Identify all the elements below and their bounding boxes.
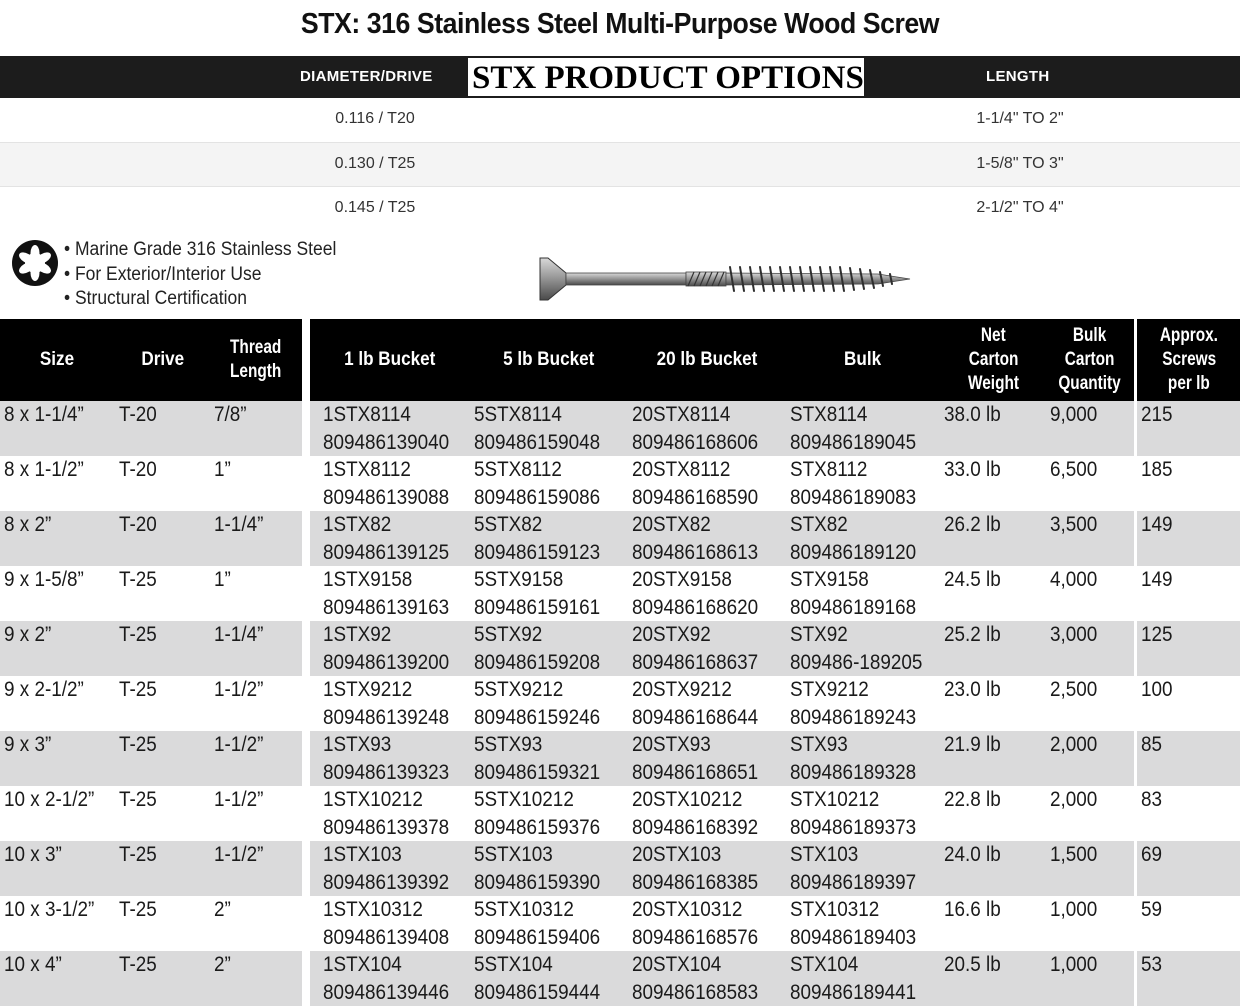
bucket-20lb-cell: 20STX103 809486168385	[628, 841, 786, 896]
size-cell: 10 x 3”	[0, 841, 115, 896]
option-diameter: 0.145 / T25	[334, 199, 416, 216]
col-header-5lb-bucket: 5 lb Bucket	[470, 319, 628, 401]
feature-item: • Marine Grade 316 Stainless Steel	[64, 239, 337, 260]
table-row	[0, 676, 1240, 731]
net-weight-cell: 26.2 lb	[940, 511, 1046, 566]
bucket-5lb-cell: 5STX9212 809486159246	[470, 676, 628, 731]
col-header-size: Size	[0, 319, 115, 401]
bulk-quantity-cell: 6,500	[1046, 456, 1134, 511]
screws-per-lb-cell: 125	[1137, 621, 1240, 676]
length-header: LENGTH	[986, 68, 1050, 85]
bucket-1lb-cell: 1STX9212 809486139248	[310, 676, 470, 731]
net-weight-cell: 16.6 lb	[940, 896, 1046, 951]
bucket-20lb-cell: 20STX10312 809486168576	[628, 896, 786, 951]
diameter-drive-header: DIAMETER/DRIVE	[300, 68, 433, 85]
size-cell: 8 x 2”	[0, 511, 115, 566]
bulk-quantity-cell: 1,000	[1046, 896, 1134, 951]
table-row	[0, 786, 1240, 841]
bulk-cell: STX103 809486189397	[786, 841, 940, 896]
table-row	[0, 511, 1240, 566]
column-gap	[302, 621, 310, 676]
drive-cell: T-25	[115, 566, 210, 621]
bulk-quantity-cell: 3,000	[1046, 621, 1134, 676]
drive-cell: T-25	[115, 676, 210, 731]
product-options-label: STX PRODUCT OPTIONS	[468, 58, 864, 96]
net-weight-cell: 24.5 lb	[940, 566, 1046, 621]
bulk-cell: STX9158 809486189168	[786, 566, 940, 621]
drive-cell: T-25	[115, 896, 210, 951]
screws-per-lb-cell: 215	[1137, 401, 1240, 456]
col-header-bulk: Bulk	[786, 319, 940, 401]
bucket-5lb-cell: 5STX103 809486159390	[470, 841, 628, 896]
drive-cell: T-25	[115, 841, 210, 896]
col-header-thread-length: Thread Length	[210, 319, 302, 401]
bucket-5lb-cell: 5STX10212 809486159376	[470, 786, 628, 841]
drive-cell: T-25	[115, 731, 210, 786]
bucket-1lb-cell: 1STX93 809486139323	[310, 731, 470, 786]
table-row	[0, 896, 1240, 951]
column-gap	[302, 786, 310, 841]
screws-per-lb-cell: 149	[1137, 511, 1240, 566]
bulk-quantity-cell: 2,500	[1046, 676, 1134, 731]
col-header-approx-screws-per-lb: Approx. Screws per lb	[1137, 319, 1240, 401]
bucket-1lb-cell: 1STX10212 809486139378	[310, 786, 470, 841]
option-diameter: 0.116 / T20	[335, 110, 415, 127]
net-weight-cell: 22.8 lb	[940, 786, 1046, 841]
bulk-cell: STX92 809486-189205	[786, 621, 940, 676]
option-length: 1-1/4" TO 2"	[976, 110, 1064, 127]
bucket-1lb-cell: 1STX9158 809486139163	[310, 566, 470, 621]
column-gap	[302, 896, 310, 951]
options-header	[0, 56, 1240, 98]
thread-length-cell: 1-1/2”	[210, 676, 302, 731]
drive-cell: T-25	[115, 621, 210, 676]
bucket-5lb-cell: 5STX10312 809486159406	[470, 896, 628, 951]
thread-length-cell: 1”	[210, 456, 302, 511]
column-gap	[302, 951, 310, 1006]
bucket-5lb-cell: 5STX92 809486159208	[470, 621, 628, 676]
bulk-cell: STX10312 809486189403	[786, 896, 940, 951]
bucket-20lb-cell: 20STX104 809486168583	[628, 951, 786, 1006]
drive-cell: T-20	[115, 456, 210, 511]
size-cell: 9 x 2”	[0, 621, 115, 676]
screws-per-lb-cell: 149	[1137, 566, 1240, 621]
screws-per-lb-cell: 69	[1137, 841, 1240, 896]
size-cell: 9 x 1-5/8”	[0, 566, 115, 621]
bucket-1lb-cell: 1STX82 809486139125	[310, 511, 470, 566]
column-gap	[302, 676, 310, 731]
screws-per-lb-cell: 100	[1137, 676, 1240, 731]
table-row	[0, 566, 1240, 621]
column-gap	[302, 841, 310, 896]
col-header-bulk-carton-quantity: Bulk Carton Quantity	[1046, 319, 1134, 401]
size-cell: 9 x 2-1/2”	[0, 676, 115, 731]
options-row	[0, 143, 1240, 187]
table-row	[0, 401, 1240, 456]
bucket-5lb-cell: 5STX82 809486159123	[470, 511, 628, 566]
col-header-20lb-bucket: 20 lb Bucket	[628, 319, 786, 401]
drive-cell: T-25	[115, 786, 210, 841]
bulk-quantity-cell: 2,000	[1046, 731, 1134, 786]
thread-length-cell: 2”	[210, 951, 302, 1006]
drive-cell: T-25	[115, 951, 210, 1006]
size-cell: 8 x 1-1/4”	[0, 401, 115, 456]
bucket-20lb-cell: 20STX92 809486168637	[628, 621, 786, 676]
bulk-quantity-cell: 1,500	[1046, 841, 1134, 896]
column-gap	[302, 456, 310, 511]
table-row	[0, 951, 1240, 1006]
col-header-drive: Drive	[115, 319, 210, 401]
table-row	[0, 841, 1240, 896]
thread-length-cell: 1-1/4”	[210, 621, 302, 676]
column-gap	[302, 566, 310, 621]
screws-per-lb-cell: 185	[1137, 456, 1240, 511]
thread-length-cell: 1-1/2”	[210, 786, 302, 841]
page-title: STX: 316 Stainless Steel Multi-Purpose Wood Screw	[300, 8, 940, 40]
bucket-20lb-cell: 20STX8114 809486168606	[628, 401, 786, 456]
size-cell: 8 x 1-1/2”	[0, 456, 115, 511]
net-weight-cell: 23.0 lb	[940, 676, 1046, 731]
bucket-5lb-cell: 5STX104 809486159444	[470, 951, 628, 1006]
bucket-1lb-cell: 1STX8114 809486139040	[310, 401, 470, 456]
size-cell: 10 x 2-1/2”	[0, 786, 115, 841]
bucket-5lb-cell: 5STX8112 809486159086	[470, 456, 628, 511]
screws-per-lb-cell: 83	[1137, 786, 1240, 841]
screws-per-lb-cell: 59	[1137, 896, 1240, 951]
bulk-cell: STX9212 809486189243	[786, 676, 940, 731]
options-row	[0, 98, 1240, 142]
column-gap	[302, 731, 310, 786]
bulk-cell: STX93 809486189328	[786, 731, 940, 786]
bulk-quantity-cell: 9,000	[1046, 401, 1134, 456]
bulk-cell: STX104 809486189441	[786, 951, 940, 1006]
drive-cell: T-20	[115, 511, 210, 566]
feature-list	[64, 238, 336, 312]
bucket-20lb-cell: 20STX8112 809486168590	[628, 456, 786, 511]
spec-table	[0, 319, 1240, 1006]
options-row	[0, 187, 1240, 231]
option-diameter: 0.130 / T25	[334, 155, 416, 172]
drive-cell: T-20	[115, 401, 210, 456]
col-header-net-carton-weight: Net Carton Weight	[940, 319, 1046, 401]
column-gap	[302, 511, 310, 566]
net-weight-cell: 25.2 lb	[940, 621, 1046, 676]
bucket-20lb-cell: 20STX82 809486168613	[628, 511, 786, 566]
net-weight-cell: 24.0 lb	[940, 841, 1046, 896]
bulk-cell: STX10212 809486189373	[786, 786, 940, 841]
table-row	[0, 621, 1240, 676]
net-weight-cell: 21.9 lb	[940, 731, 1046, 786]
bulk-cell: STX82 809486189120	[786, 511, 940, 566]
size-cell: 10 x 3-1/2”	[0, 896, 115, 951]
thread-length-cell: 7/8”	[210, 401, 302, 456]
column-gap	[302, 401, 310, 456]
wood-screw-illustration	[538, 254, 914, 309]
column-gap	[302, 319, 310, 401]
bucket-20lb-cell: 20STX93 809486168651	[628, 731, 786, 786]
torx-drive-icon	[10, 238, 60, 293]
thread-length-cell: 1-1/4”	[210, 511, 302, 566]
thread-length-cell: 2”	[210, 896, 302, 951]
option-length: 2-1/2" TO 4"	[976, 199, 1064, 216]
bulk-quantity-cell: 4,000	[1046, 566, 1134, 621]
thread-length-cell: 1-1/2”	[210, 841, 302, 896]
bucket-1lb-cell: 1STX8112 809486139088	[310, 456, 470, 511]
col-header-1lb-bucket: 1 lb Bucket	[310, 319, 470, 401]
bucket-1lb-cell: 1STX104 809486139446	[310, 951, 470, 1006]
bucket-20lb-cell: 20STX10212 809486168392	[628, 786, 786, 841]
bulk-quantity-cell: 1,000	[1046, 951, 1134, 1006]
screws-per-lb-cell: 53	[1137, 951, 1240, 1006]
net-weight-cell: 20.5 lb	[940, 951, 1046, 1006]
bulk-quantity-cell: 2,000	[1046, 786, 1134, 841]
bucket-20lb-cell: 20STX9212 809486168644	[628, 676, 786, 731]
size-cell: 9 x 3”	[0, 731, 115, 786]
bucket-1lb-cell: 1STX92 809486139200	[310, 621, 470, 676]
thread-length-cell: 1-1/2”	[210, 731, 302, 786]
bucket-1lb-cell: 1STX10312 809486139408	[310, 896, 470, 951]
net-weight-cell: 33.0 lb	[940, 456, 1046, 511]
bulk-quantity-cell: 3,500	[1046, 511, 1134, 566]
table-row	[0, 731, 1240, 786]
bucket-5lb-cell: 5STX8114 809486159048	[470, 401, 628, 456]
table-row	[0, 456, 1240, 511]
size-cell: 10 x 4”	[0, 951, 115, 1006]
bucket-20lb-cell: 20STX9158 809486168620	[628, 566, 786, 621]
feature-item: • For Exterior/Interior Use	[64, 263, 262, 285]
option-length: 1-5/8" TO 3"	[976, 155, 1064, 172]
net-weight-cell: 38.0 lb	[940, 401, 1046, 456]
screws-per-lb-cell: 85	[1137, 731, 1240, 786]
bucket-1lb-cell: 1STX103 809486139392	[310, 841, 470, 896]
bucket-5lb-cell: 5STX9158 809486159161	[470, 566, 628, 621]
bulk-cell: STX8112 809486189083	[786, 456, 940, 511]
bulk-cell: STX8114 809486189045	[786, 401, 940, 456]
bucket-5lb-cell: 5STX93 809486159321	[470, 731, 628, 786]
feature-item: • Structural Certification	[64, 288, 247, 309]
thread-length-cell: 1”	[210, 566, 302, 621]
